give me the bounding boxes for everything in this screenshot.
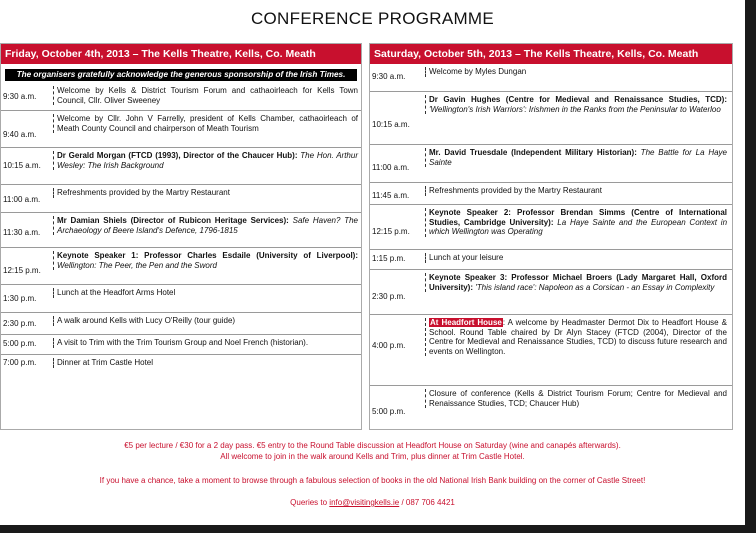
session-description (53, 358, 358, 368)
friday-header: Friday, October 4th, 2013 – The Kells Theatre, Kells, Co. Meath (1, 44, 361, 64)
page-title: CONFERENCE PROGRAMME (250, 9, 495, 28)
schedule-row (370, 315, 732, 386)
session-description (53, 338, 358, 348)
session-time: 1:15 p.m. (372, 254, 406, 263)
speaker-name: Keynote Speaker 2: Professor Brendan Simms (Centre of International Studies, Cambridge University): (429, 208, 727, 227)
session-text: Dinner at Trim Castle Hotel (57, 358, 154, 367)
session-time: 12:15 p.m. (3, 266, 41, 275)
speaker-name: Dr Gerald Morgan (FTCD (1993), Director of the Chaucer Hub): (57, 151, 298, 160)
session-description (425, 148, 727, 167)
session-description (53, 86, 358, 105)
friday-schedule (1, 83, 361, 383)
session-time: 10:15 a.m. (3, 161, 41, 170)
session-time: 11:45 a.m. (372, 191, 410, 200)
session-time: 11:30 a.m. (3, 228, 41, 237)
session-description (53, 151, 358, 170)
session-text: Refreshments provided by the Martry Restaurant (429, 186, 602, 195)
session-description (53, 216, 358, 235)
schedule-row (1, 313, 361, 335)
session-text: Welcome by Myles Dungan (429, 67, 527, 76)
session-description (53, 188, 358, 198)
talk-title: 'This island race': Napoleon as a Corsican - an Essay in Complexity (473, 282, 715, 292)
session-time: 2:30 p.m. (3, 319, 37, 328)
speaker-name: Keynote Speaker 1: Professor Charles Esdaile (University of Liverpool): (57, 251, 358, 260)
session-description (53, 288, 358, 298)
session-time: 10:15 a.m. (372, 120, 410, 129)
queries-prefix: Queries to (290, 498, 330, 507)
schedule-row (370, 145, 732, 183)
schedule-row (1, 148, 361, 185)
books-note: If you have a chance, take a moment to browse through a fabulous selection of books in the old National Irish Bank building on the corner of Castle Street! (99, 476, 646, 485)
session-text: Welcome by Kells & District Tourism Forum and cathaoirleach for Kells Town Council, Cllr. Oliver Sweeney (57, 86, 358, 105)
session-description (425, 186, 727, 196)
pricing-note: €5 per lecture / €30 for a 2 day pass. €5 entry to the Round Table discussion at Headfort House on Saturday (wine and canapés afterwards). (124, 441, 621, 450)
session-time: 11:00 a.m. (3, 195, 41, 204)
session-text: Lunch at your leisure (429, 253, 504, 262)
schedule-row (370, 270, 732, 315)
schedule-row (1, 355, 361, 383)
schedule-row (1, 335, 361, 355)
speaker-name: Mr. David Truesdale (Independent Military Historian): (429, 148, 637, 157)
schedule-row (1, 83, 361, 111)
session-time: 9:30 a.m. (372, 72, 406, 81)
session-time: 12:15 p.m. (372, 227, 410, 236)
session-time: 5:00 p.m. (372, 407, 406, 416)
schedule-row (370, 92, 732, 145)
venue-highlight: At Headfort House (430, 318, 502, 327)
talk-title: La Haye Sainte and the European Context in which Wellington was Operating (429, 217, 728, 237)
session-text: A visit to Trim with the Trim Tourism Group and Noel French (historian). (57, 338, 309, 347)
session-text: Welcome by Cllr. John V Farrelly, president of Kells Chamber, cathaoirleach of Meath County Council and chairperson of Meath Tourism (57, 114, 358, 133)
talk-title: Wellington: The Peer, the Pen and the Sword (57, 260, 217, 270)
speaker-name: Dr Gavin Hughes (Centre for Medieval and Renaissance Studies, TCD): (429, 95, 727, 104)
saturday-column (369, 43, 733, 430)
schedule-row (370, 205, 732, 250)
schedule-row (1, 111, 361, 148)
schedule-row (1, 185, 361, 213)
schedule-row (1, 213, 361, 248)
talk-title: The Battle for La Haye Sainte (429, 148, 728, 167)
schedule-row (1, 285, 361, 313)
speaker-name: Keynote Speaker 3: Professor Michael Broers (Lady Margaret Hall, Oxford University): (429, 273, 727, 292)
session-text: Refreshments provided by the Martry Restaurant (57, 188, 230, 197)
session-time: 5:00 p.m. (3, 339, 37, 348)
saturday-header: Saturday, October 5th, 2013 – The Kells Theatre, Kells, Co. Meath (370, 44, 732, 64)
session-description (53, 316, 358, 326)
session-description (425, 273, 727, 292)
queries-line (0, 498, 745, 509)
schedule-row (370, 386, 732, 426)
speaker-name: Mr Damian Shiels (Director of Rubicon Heritage Services): (57, 216, 289, 225)
session-time: 9:40 a.m. (3, 130, 37, 139)
session-time: 1:30 p.m. (3, 294, 37, 303)
session-text: A walk around Kells with Lucy O'Reilly (tour guide) (57, 316, 236, 325)
session-description (425, 253, 727, 263)
session-time: 4:00 p.m. (372, 341, 406, 350)
email-link[interactable]: info@visitingkells.ie (329, 498, 400, 507)
session-text: Closure of conference (Kells & District Tourism Forum; Centre for Medieval and Renaissance Studies, TCD; Chaucer Hub) (429, 389, 727, 408)
sponsor-banner: The organisers gratefully acknowledge the generous sponsorship of the Irish Times. (5, 69, 357, 81)
saturday-schedule (370, 64, 732, 426)
session-text: Lunch at the Headfort Arms Hotel (57, 288, 176, 297)
schedule-row (1, 248, 361, 285)
schedule-row (370, 64, 732, 92)
queries-suffix: / 087 706 4421 (399, 498, 455, 507)
schedule-row (370, 183, 732, 205)
session-description (53, 251, 358, 270)
session-description (53, 114, 358, 133)
friday-column (0, 43, 362, 430)
session-description (425, 318, 727, 356)
session-time: 11:00 a.m. (372, 163, 410, 172)
talk-title: 'Wellington's Irish Warriors': Irishmen in the Ranks from the Peninsular to Waterloo (429, 104, 721, 114)
session-text: : A welcome by Headmaster Dermot Dix to Headfort House & School. Round Table chaired by Dr Alyn Stacey (FTCD (2004), Director of the Centre for Medieval and Renaissance Studies, TCD) to discuss future research and events on Wellington. (429, 318, 727, 356)
session-time: 9:30 a.m. (3, 92, 37, 101)
session-description (425, 67, 727, 77)
session-description (425, 208, 727, 237)
session-time: 7:00 p.m. (3, 358, 37, 367)
talk-title: The Hon. Arthur Wesley: The Irish Background (57, 151, 358, 170)
walk-note: All welcome to join in the walk around Kells and Trim, plus dinner at Trim Castle Hotel. (220, 452, 525, 461)
session-time: 2:30 p.m. (372, 292, 406, 301)
session-description (425, 389, 727, 408)
schedule-row (370, 250, 732, 270)
talk-title: Safe Haven? The Archaeology of Beere Island's Defence, 1796-1815 (57, 216, 358, 235)
session-description (425, 95, 727, 114)
